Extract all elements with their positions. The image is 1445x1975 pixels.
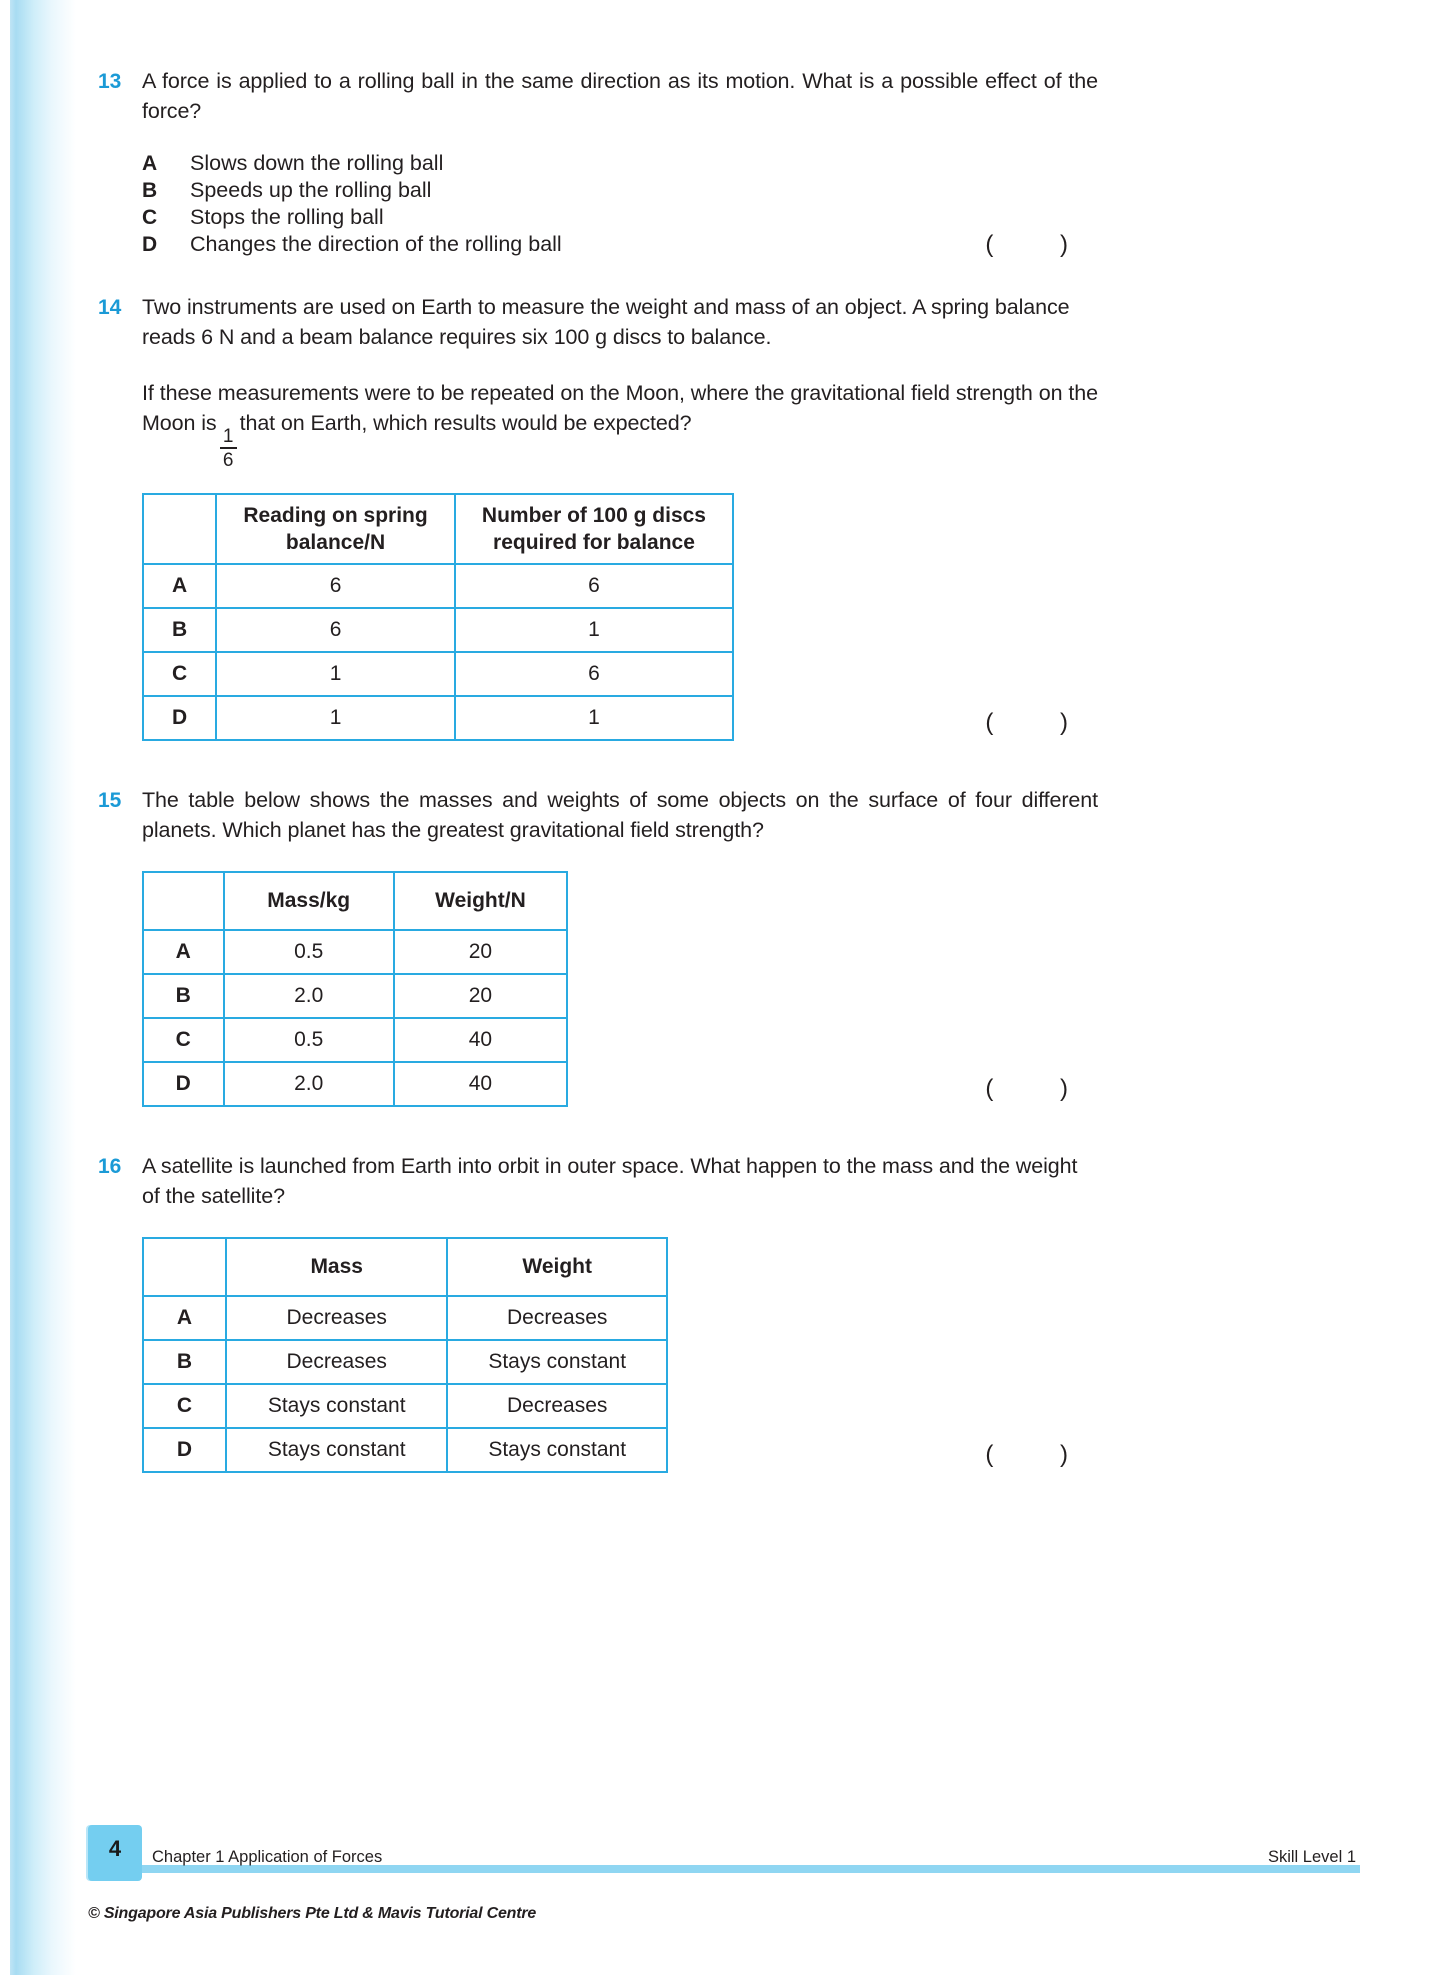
page-edge-decoration [0,0,78,1975]
question-15-body [142,785,1098,1107]
option-letter: C [142,206,158,229]
table-header-spring-balance: Reading on spring balance/N [216,494,455,564]
option-text: Slows down the rolling ball [190,151,444,175]
footer-skill-level: Skill Level 1 [1267,1848,1356,1866]
cell-discs: 6 [455,652,733,696]
question-16-text: A satellite is launched from Earth into orbit in outer space. What happen to the mass and the weight of the satellite? [142,1153,1078,1208]
cell-spring-balance: 1 [216,696,455,740]
question-13-number: 13 [98,70,122,93]
page-number: 4 [108,1836,122,1861]
cell-weight: Stays constant [447,1340,667,1384]
cell-mass: Stays constant [226,1428,447,1472]
table-row [143,608,733,652]
cell-spring-balance: 6 [216,608,455,652]
option-letter: B [142,179,158,202]
row-label: A [143,564,216,608]
table-header-blank [143,1238,226,1296]
option-letter: A [142,152,158,175]
question-13-body [142,66,1098,258]
cell-mass: 0.5 [224,930,394,974]
cell-weight: Decreases [447,1384,667,1428]
question-16 [98,1151,1098,1473]
cell-discs: 1 [455,696,733,740]
table-row [143,564,733,608]
table-header-mass: Mass [226,1238,447,1296]
cell-mass: Stays constant [226,1384,447,1428]
table-row [143,1296,667,1340]
question-15-table-wrap [142,871,1098,1107]
table-row [143,1384,667,1428]
row-label: B [143,974,224,1018]
question-15-table [142,871,568,1107]
table-row [143,974,567,1018]
cell-mass: Decreases [226,1340,447,1384]
answer-bracket-16[interactable]: ( ) [985,1440,1098,1468]
question-14-text-before-fraction: If these measurements were to be repeated on the Moon, where the gravitational field strength on the Moon is [142,381,1098,435]
question-15-text: The table below shows the masses and weights of some objects on the surface of four different planets. Which planet has the greatest gravitational field strength? [142,787,1098,842]
table-header-weight: Weight [447,1238,667,1296]
cell-weight: Stays constant [447,1428,667,1472]
table-header-weight: Weight/N [394,872,567,930]
question-14-body [142,292,1098,741]
question-14-text-part2 [142,378,1098,471]
cell-weight: 40 [394,1018,567,1062]
spacer [98,258,1098,292]
table-header-row [143,1238,667,1296]
table-header-row [143,872,567,930]
footer-chapter-label: Chapter 1 Application of Forces [152,1848,383,1866]
question-13-options [142,150,1098,258]
row-label: D [143,1062,224,1106]
question-16-body [142,1151,1098,1473]
option-text: Changes the direction of the rolling ball [190,232,562,256]
question-13 [98,66,1098,258]
cell-weight: 20 [394,974,567,1018]
spacer [98,1107,1098,1151]
option-row [142,204,1098,231]
table-row [143,652,733,696]
option-row [142,231,1098,258]
row-label: C [143,1384,226,1428]
question-15 [98,785,1098,1107]
cell-discs: 6 [455,564,733,608]
table-row [143,1018,567,1062]
cell-spring-balance: 6 [216,564,455,608]
option-text: Speeds up the rolling ball [190,178,432,202]
option-text: Stops the rolling ball [190,205,384,229]
row-label: C [143,652,216,696]
table-row [143,930,567,974]
table-row [143,1428,667,1472]
option-row [142,150,1098,177]
cell-mass: Decreases [226,1296,447,1340]
page-edge-inner [0,0,10,1975]
table-row [143,696,733,740]
table-header-blank [143,872,224,930]
cell-mass: 0.5 [224,1018,394,1062]
question-14-table-wrap [142,493,1098,741]
answer-bracket-13[interactable]: ( ) [985,231,1098,258]
row-label: A [143,930,224,974]
cell-weight: 20 [394,930,567,974]
cell-mass: 2.0 [224,974,394,1018]
answer-bracket-14[interactable]: ( ) [985,708,1098,736]
row-label: D [143,1428,226,1472]
question-15-number: 15 [98,788,122,812]
answer-bracket-15[interactable]: ( ) [985,1074,1098,1102]
row-label: B [143,608,216,652]
fraction-denominator: 6 [222,449,234,471]
table-header-mass: Mass/kg [224,872,394,930]
option-letter: D [142,233,158,256]
content-column [98,66,1098,1473]
question-14-text: Two instruments are used on Earth to measure the weight and mass of an object. A spring balance reads 6 N and a beam balance requires six 100 g discs to balance. [142,295,1070,349]
cell-mass: 2.0 [224,1062,394,1106]
question-14 [98,292,1098,741]
question-14-table [142,493,734,741]
row-label: A [143,1296,226,1340]
table-row [143,1340,667,1384]
question-16-table [142,1237,668,1473]
question-16-number: 16 [98,1154,122,1178]
option-row [142,177,1098,204]
page-footer [88,1827,1360,1889]
cell-spring-balance: 1 [216,652,455,696]
table-header-discs: Number of 100 g discs required for balance [455,494,733,564]
question-14-text-after-fraction: that on Earth, which results would be expected? [239,411,692,435]
cell-weight: Decreases [447,1296,667,1340]
fraction-numerator: 1 [222,425,234,447]
table-header-blank [143,494,216,564]
row-label: D [143,696,216,740]
table-row [143,1062,567,1106]
page-number-tab [88,1825,142,1881]
question-13-text: A force is applied to a rolling ball in the same direction as its motion. What is a possible effect of the force? [142,69,1098,123]
table-header-row [143,494,733,564]
fraction-one-sixth [220,427,237,471]
copyright-notice: © Singapore Asia Publishers Pte Ltd & Mavis Tutorial Centre [88,1905,537,1922]
cell-discs: 1 [455,608,733,652]
row-label: B [143,1340,226,1384]
cell-weight: 40 [394,1062,567,1106]
question-16-table-wrap [142,1237,1098,1473]
question-14-number: 14 [98,296,122,319]
row-label: C [143,1018,224,1062]
spacer [98,741,1098,785]
